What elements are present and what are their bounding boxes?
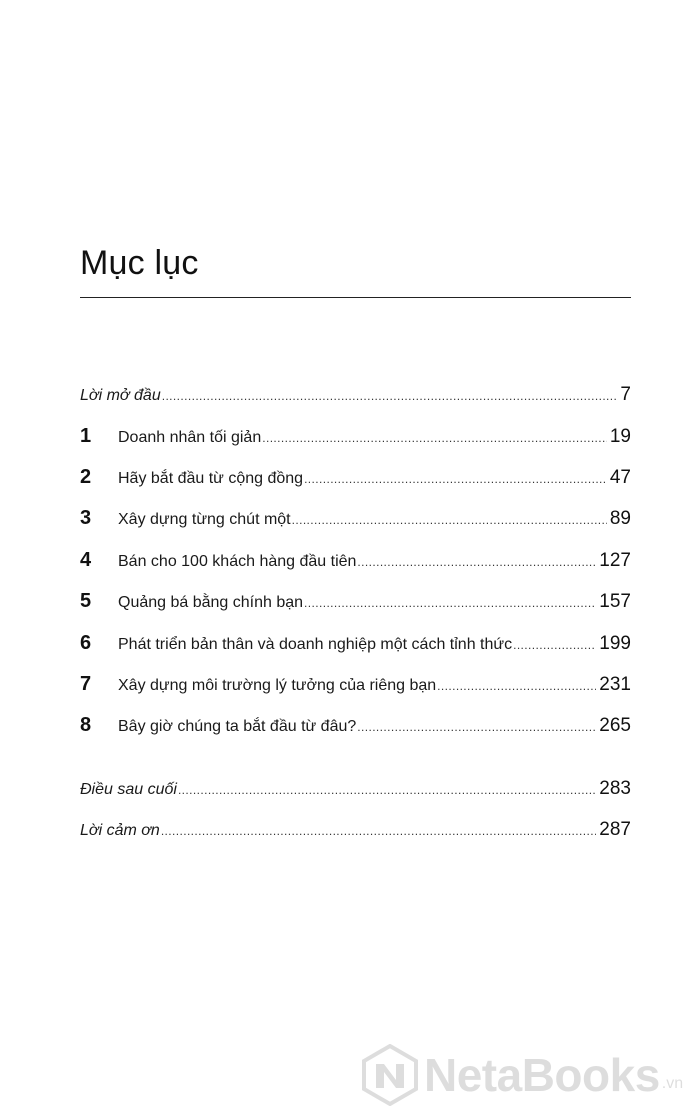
toc-entry-chapter[interactable] bbox=[80, 549, 631, 575]
toc-entry-page: 265 bbox=[599, 715, 631, 736]
toc-entry-page: 7 bbox=[620, 384, 631, 405]
dot-leader bbox=[357, 720, 596, 734]
dot-leader bbox=[304, 596, 596, 610]
toc-entry-label: Lời cảm ơn bbox=[80, 822, 160, 839]
chapter-number: 4 bbox=[80, 549, 92, 571]
watermark-brand: NetaBooks bbox=[424, 1049, 660, 1101]
dot-leader bbox=[161, 824, 596, 838]
chapter-number: 6 bbox=[80, 632, 92, 654]
toc-entry-page: 127 bbox=[599, 550, 631, 571]
toc-entry-back-matter[interactable] bbox=[80, 778, 631, 804]
toc-entry-chapter[interactable] bbox=[80, 590, 631, 616]
dot-leader bbox=[513, 638, 596, 652]
toc-entry-label: Quảng bá bằng chính bạn bbox=[118, 594, 304, 611]
toc-entry-chapter[interactable] bbox=[80, 466, 631, 492]
page-title: Mục lục bbox=[80, 244, 199, 282]
toc-entry-label: Lời mở đầu bbox=[80, 387, 161, 404]
toc-entry-page: 47 bbox=[609, 467, 631, 488]
toc-entry-chapter[interactable] bbox=[80, 673, 631, 699]
toc-entry-page: 283 bbox=[599, 778, 631, 799]
toc-entry-label: Hãy bắt đầu từ cộng đồng bbox=[118, 470, 304, 487]
dot-leader bbox=[162, 389, 618, 403]
toc-entry-page: 231 bbox=[599, 674, 631, 695]
toc-entry-back-matter[interactable] bbox=[80, 819, 631, 845]
chapter-number: 7 bbox=[80, 673, 92, 695]
netabooks-logo-icon bbox=[362, 1044, 418, 1106]
dot-leader bbox=[178, 783, 596, 797]
dot-leader bbox=[292, 513, 607, 527]
toc-entry-label: Xây dựng từng chút một bbox=[118, 511, 291, 528]
dot-leader bbox=[262, 431, 607, 445]
toc-entry-label: Bây giờ chúng ta bắt đầu từ đâu? bbox=[118, 718, 357, 735]
toc-entry-label: Phát triển bản thân và doanh nghiệp một cách tỉnh thức bbox=[118, 636, 513, 653]
chapter-number: 3 bbox=[80, 507, 92, 529]
toc-entry-label: Doanh nhân tối giản bbox=[118, 429, 262, 446]
toc-entry-page: 19 bbox=[609, 426, 631, 447]
chapter-number: 8 bbox=[80, 714, 92, 736]
dot-leader bbox=[437, 679, 596, 693]
toc-entry-label: Điều sau cuối bbox=[80, 781, 177, 798]
toc-entry-chapter[interactable] bbox=[80, 714, 631, 740]
chapter-number: 1 bbox=[80, 425, 92, 447]
chapter-number: 5 bbox=[80, 590, 92, 612]
netabooks-watermark bbox=[362, 1042, 683, 1108]
toc-entry-chapter[interactable] bbox=[80, 632, 631, 658]
toc-entry-page: 89 bbox=[609, 508, 631, 529]
toc-entry-front-matter[interactable] bbox=[80, 384, 631, 410]
dot-leader bbox=[304, 472, 607, 486]
toc-entry-chapter[interactable] bbox=[80, 507, 631, 533]
toc-entry-chapter[interactable] bbox=[80, 425, 631, 451]
watermark-tld: .vn bbox=[661, 1075, 684, 1092]
dot-leader bbox=[357, 555, 596, 569]
title-divider bbox=[80, 297, 631, 298]
chapter-number: 2 bbox=[80, 466, 92, 488]
toc-entry-label: Xây dựng môi trường lý tưởng của riêng bạn bbox=[118, 677, 437, 694]
toc-entry-page: 287 bbox=[599, 819, 631, 840]
toc-entry-page: 157 bbox=[599, 591, 631, 612]
toc-entry-page: 199 bbox=[599, 633, 631, 654]
toc-entry-label: Bán cho 100 khách hàng đầu tiên bbox=[118, 553, 357, 570]
